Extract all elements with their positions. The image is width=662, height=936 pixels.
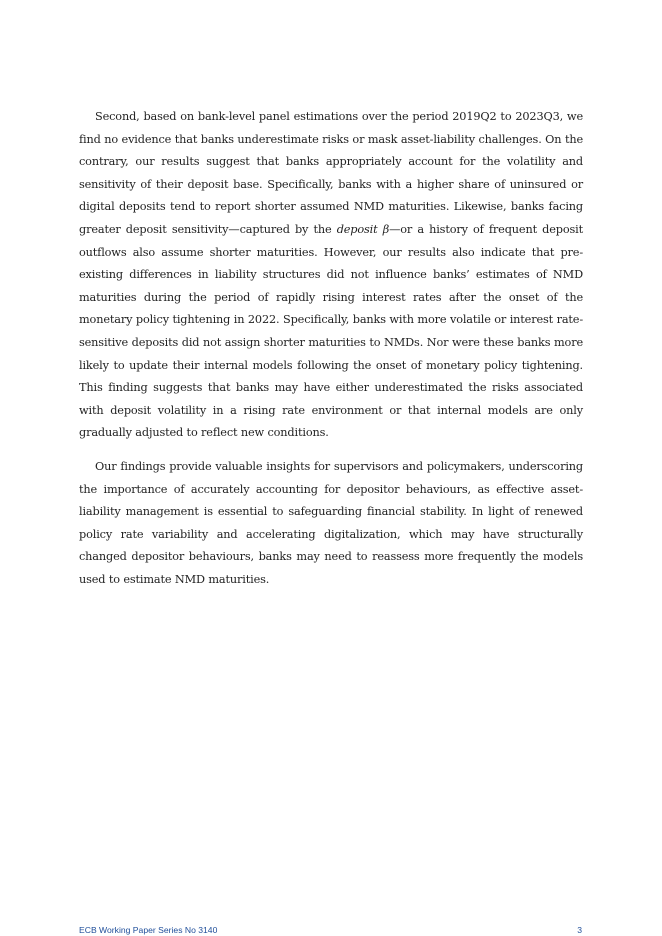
paragraph-implications: Our findings provide valuable insights for supervisors and policymakers, underscoring the importance of accurately accounting for depositor behaviours, as effective asset-liability management is essential to safeguarding financial stability. In light of renewed policy rate variability and accelerating digitalization, which may have structurally changed depositor behaviours, banks may need to reassess more frequently the models used to estimate NMD maturities. [79,459,583,586]
body-text [79,106,583,591]
page-footer [79,924,582,936]
footer-series-title: ECB Working Paper Series No 3140 [79,925,218,935]
footer-page-number: 3 [577,925,582,935]
paragraph-findings-part-1: Second, based on bank-level panel estimations over the period 2019Q2 to 2023Q3, we find no evidence that banks underestimate risks or mask asset-liability challenges. On the contrary, our results suggest that banks appropriately account for the volatility and sensitivity of their deposit base. Specifically, banks with a higher share of uninsured or digital deposits tend to report shorter assumed NMD maturities. Likewise, banks facing greater deposit sensitivity—captured by the [79,110,583,236]
paragraph-findings-part-2: —or a history of frequent deposit outflows also assume shorter maturities. However, our results also indicate that pre-existing differences in liability structures did not influence banks’ estimates of NMD maturities during the period of rapidly rising interest rates after the onset of the monetary policy tightening in 2022. Specifically, banks with more volatile or interest rate-sensitive deposits did not assign shorter maturities to NMDs. Nor were these banks more likely to update their internal models following the onset of monetary policy tightening. This finding suggests that banks may have either underestimated the risks associated with deposit volatility in a rising rate environment or that internal models are only gradually adjusted to reflect new conditions. [79,222,583,440]
deposit-beta-term: deposit β [336,222,390,236]
paragraph-findings [79,106,583,445]
